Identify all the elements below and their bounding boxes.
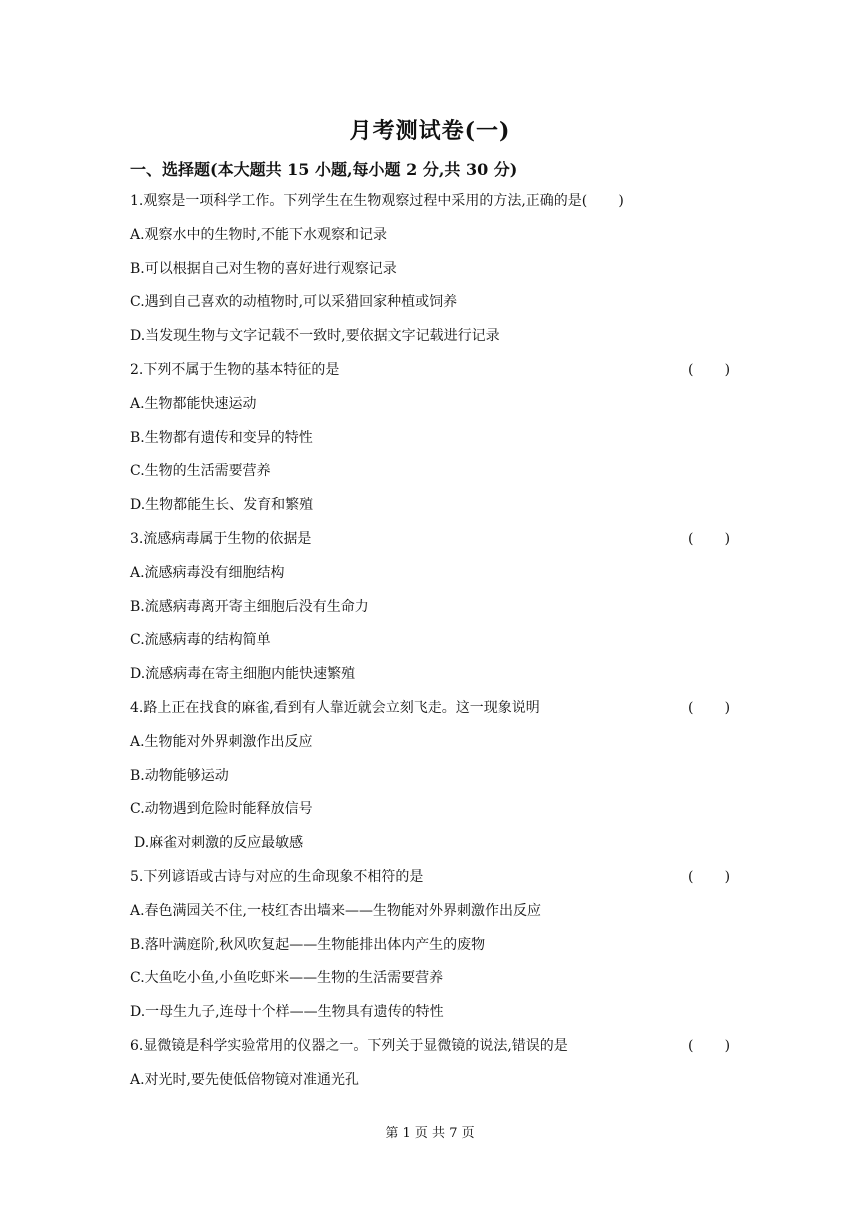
question-3-stem: 3.流感病毒属于生物的依据是 xyxy=(130,531,312,547)
question-6-row xyxy=(130,1036,730,1056)
question-2-option-c: C.生物的生活需要营养 xyxy=(130,463,271,479)
question-5-option-a: A.春色满园关不住,一枝红杏出墙来——生物能对外界刺激作出反应 xyxy=(130,903,542,919)
question-4-stem: 4.路上正在找食的麻雀,看到有人靠近就会立刻飞走。这一现象说明 xyxy=(130,700,540,716)
question-2-stem: 2.下列不属于生物的基本特征的是 xyxy=(130,362,340,378)
question-4-row xyxy=(130,698,730,718)
question-4-option-c: C.动物遇到危险时能释放信号 xyxy=(130,801,313,817)
question-5-option-d: D.一母生九子,连母十个样——生物具有遗传的特性 xyxy=(130,1004,444,1020)
question-5-stem: 5.下列谚语或古诗与对应的生命现象不相符的是 xyxy=(130,869,424,885)
question-1-stem: 1.观察是一项科学工作。下列学生在生物观察过程中采用的方法,正确的是( ) xyxy=(130,193,624,209)
question-5-answer-paren: ( ) xyxy=(688,869,731,885)
question-3-option-d: D.流感病毒在寄主细胞内能快速繁殖 xyxy=(130,666,356,682)
question-4-option-b: B.动物能够运动 xyxy=(130,768,229,784)
question-4-option-d: D.麻雀对刺激的反应最敏感 xyxy=(134,835,304,851)
question-6-answer-paren: ( ) xyxy=(688,1038,731,1054)
question-5-option-b: B.落叶满庭阶,秋风吹复起——生物能排出体内产生的废物 xyxy=(130,937,486,953)
question-3-answer-paren: ( ) xyxy=(688,531,731,547)
question-5-option-c: C.大鱼吃小鱼,小鱼吃虾米——生物的生活需要营养 xyxy=(130,970,444,986)
question-5-row xyxy=(130,867,730,887)
question-1-option-b: B.可以根据自己对生物的喜好进行观察记录 xyxy=(130,261,397,277)
question-1-option-d: D.当发现生物与文字记载不一致时,要依据文字记载进行记录 xyxy=(130,328,500,344)
exam-title: 月考测试卷(一) xyxy=(349,118,511,144)
question-3-option-c: C.流感病毒的结构简单 xyxy=(130,632,271,648)
section-heading: 一、选择题(本大题共 15 小题,每小题 2 分,共 30 分) xyxy=(130,160,518,179)
question-1-option-a: A.观察水中的生物时,不能下水观察和记录 xyxy=(130,227,388,243)
question-2-row xyxy=(130,360,730,380)
question-1-option-c: C.遇到自己喜欢的动植物时,可以采猎回家种植或饲养 xyxy=(130,294,458,310)
question-4-answer-paren: ( ) xyxy=(688,700,731,716)
question-6-option-a: A.对光时,要先使低倍物镜对准通光孔 xyxy=(130,1072,360,1088)
question-2-option-a: A.生物都能快速运动 xyxy=(130,396,257,412)
question-2-answer-paren: ( ) xyxy=(688,362,731,378)
question-3-option-a: A.流感病毒没有细胞结构 xyxy=(130,565,285,581)
question-4-option-a: A.生物能对外界刺激作出反应 xyxy=(130,734,313,750)
question-2-option-b: B.生物都有遗传和变异的特性 xyxy=(130,430,313,446)
page-footer: 第 1 页 共 7 页 xyxy=(385,1126,475,1141)
question-6-stem: 6.显微镜是科学实验常用的仪器之一。下列关于显微镜的说法,错误的是 xyxy=(130,1038,568,1054)
question-3-row xyxy=(130,529,730,549)
question-2-option-d: D.生物都能生长、发育和繁殖 xyxy=(130,497,314,513)
question-3-option-b: B.流感病毒离开寄主细胞后没有生命力 xyxy=(130,599,369,615)
